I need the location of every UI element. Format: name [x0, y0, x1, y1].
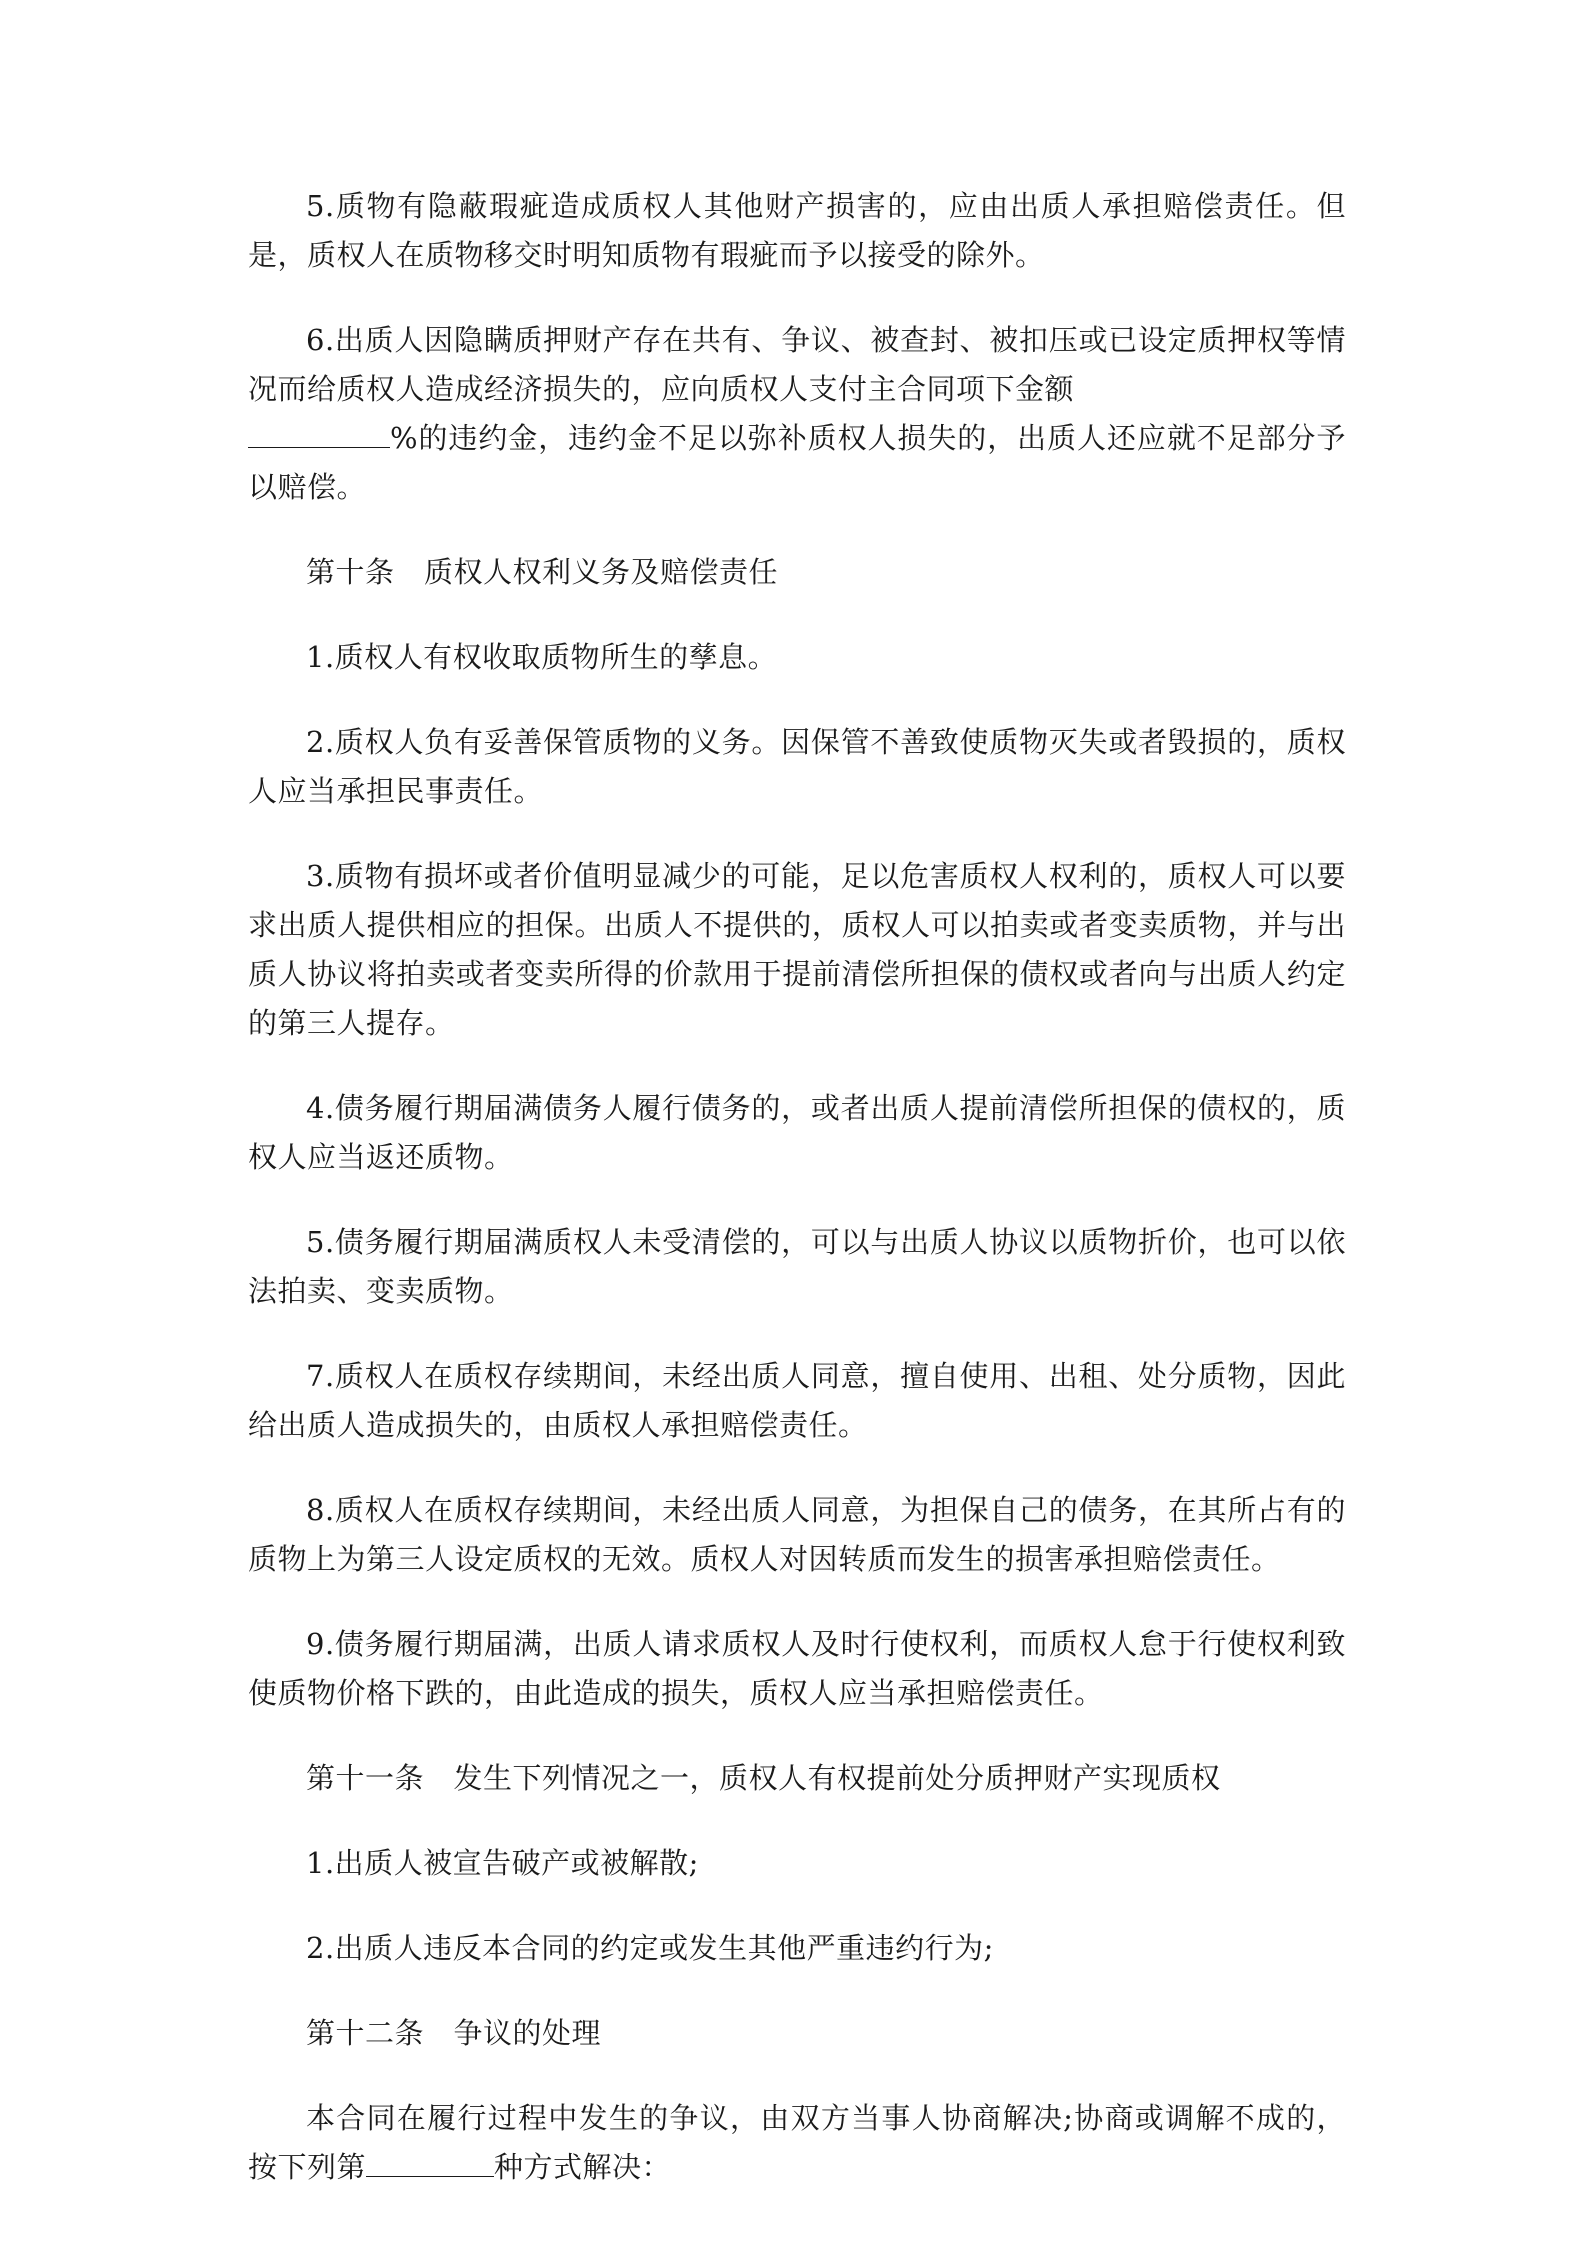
- clause-10-item-3: 3.质物有损坏或者价值明显减少的可能，足以危害质权人权利的，质权人可以要求出质人提供相应的担保。出质人不提供的，质权人可以拍卖或者变卖质物，并与出质人协议将拍卖或者变卖所得的价款用于提前清偿所担保的债权或者向与出质人约定的第三人提存。: [248, 859, 1346, 1040]
- clause-10-item-2: 2.质权人负有妥善保管质物的义务。因保管不善致使质物灭失或者毁损的，质权人应当承担民事责任。: [248, 725, 1346, 808]
- clause-11-item-1: 1.出质人被宣告破产或被解散;: [306, 1846, 699, 1880]
- document-body: [248, 182, 1346, 2228]
- clause-9-item-5: 5.质物有隐蔽瑕疵造成质权人其他财产损害的，应由出质人承担赔偿责任。但是，质权人在质物移交时明知质物有瑕疵而予以接受的除外。: [248, 189, 1346, 272]
- clause-10-item-4: 4.债务履行期届满债务人履行债务的，或者出质人提前清偿所担保的债权的，质权人应当返还质物。: [248, 1091, 1346, 1174]
- clause-12-heading: 第十二条 争议的处理: [306, 2016, 602, 2050]
- clause-10-item-9: 9.债务履行期届满，出质人请求质权人及时行使权利，而质权人怠于行使权利致使质物价格下跌的，由此造成的损失，质权人应当承担赔偿责任。: [248, 1627, 1346, 1710]
- clause-11-item-2: 2.出质人违反本合同的约定或发生其他严重违约行为;: [306, 1931, 994, 1965]
- clause-10-item-5: 5.债务履行期届满质权人未受清偿的，可以与出质人协议以质物折价，也可以依法拍卖、变卖质物。: [248, 1225, 1346, 1308]
- clause-9-item-6: [248, 316, 1346, 512]
- clause-12-body-text-a: 本合同在履行过程中发生的争议，由双方当事人协商解决;协商或调解不成的，按下列第: [248, 2101, 1346, 2184]
- clause-10-item-7: 7.质权人在质权存续期间，未经出质人同意，擅自使用、出租、处分质物，因此给出质人造成损失的，由质权人承担赔偿责任。: [248, 1359, 1346, 1442]
- clause-9-item-6-text-a: 6.出质人因隐瞒质押财产存在共有、争议、被查封、被扣压或已设定质押权等情况而给质权人造成经济损失的，应向质权人支付主合同项下金额: [248, 323, 1346, 406]
- clause-9-item-6-text-b: %的违约金，违约金不足以弥补质权人损失的，出质人还应就不足部分予以赔偿。: [248, 421, 1346, 504]
- clause-10-item-8: 8.质权人在质权存续期间，未经出质人同意，为担保自己的债务，在其所占有的质物上为第三人设定质权的无效。质权人对因转质而发生的损害承担赔偿责任。: [248, 1493, 1346, 1576]
- clause-11-heading: 第十一条 发生下列情况之一，质权人有权提前处分质押财产实现质权: [306, 1761, 1221, 1795]
- clause-12-body-text-b: 种方式解决：: [494, 2150, 672, 2184]
- clause-10-heading: 第十条 质权人权利义务及赔偿责任: [306, 555, 779, 589]
- clause-12-body: [248, 2094, 1346, 2192]
- penalty-percent-blank[interactable]: [248, 415, 390, 448]
- clause-10-item-1: 1.质权人有权收取质物所生的孳息。: [306, 640, 778, 674]
- resolution-method-blank[interactable]: [366, 2144, 494, 2177]
